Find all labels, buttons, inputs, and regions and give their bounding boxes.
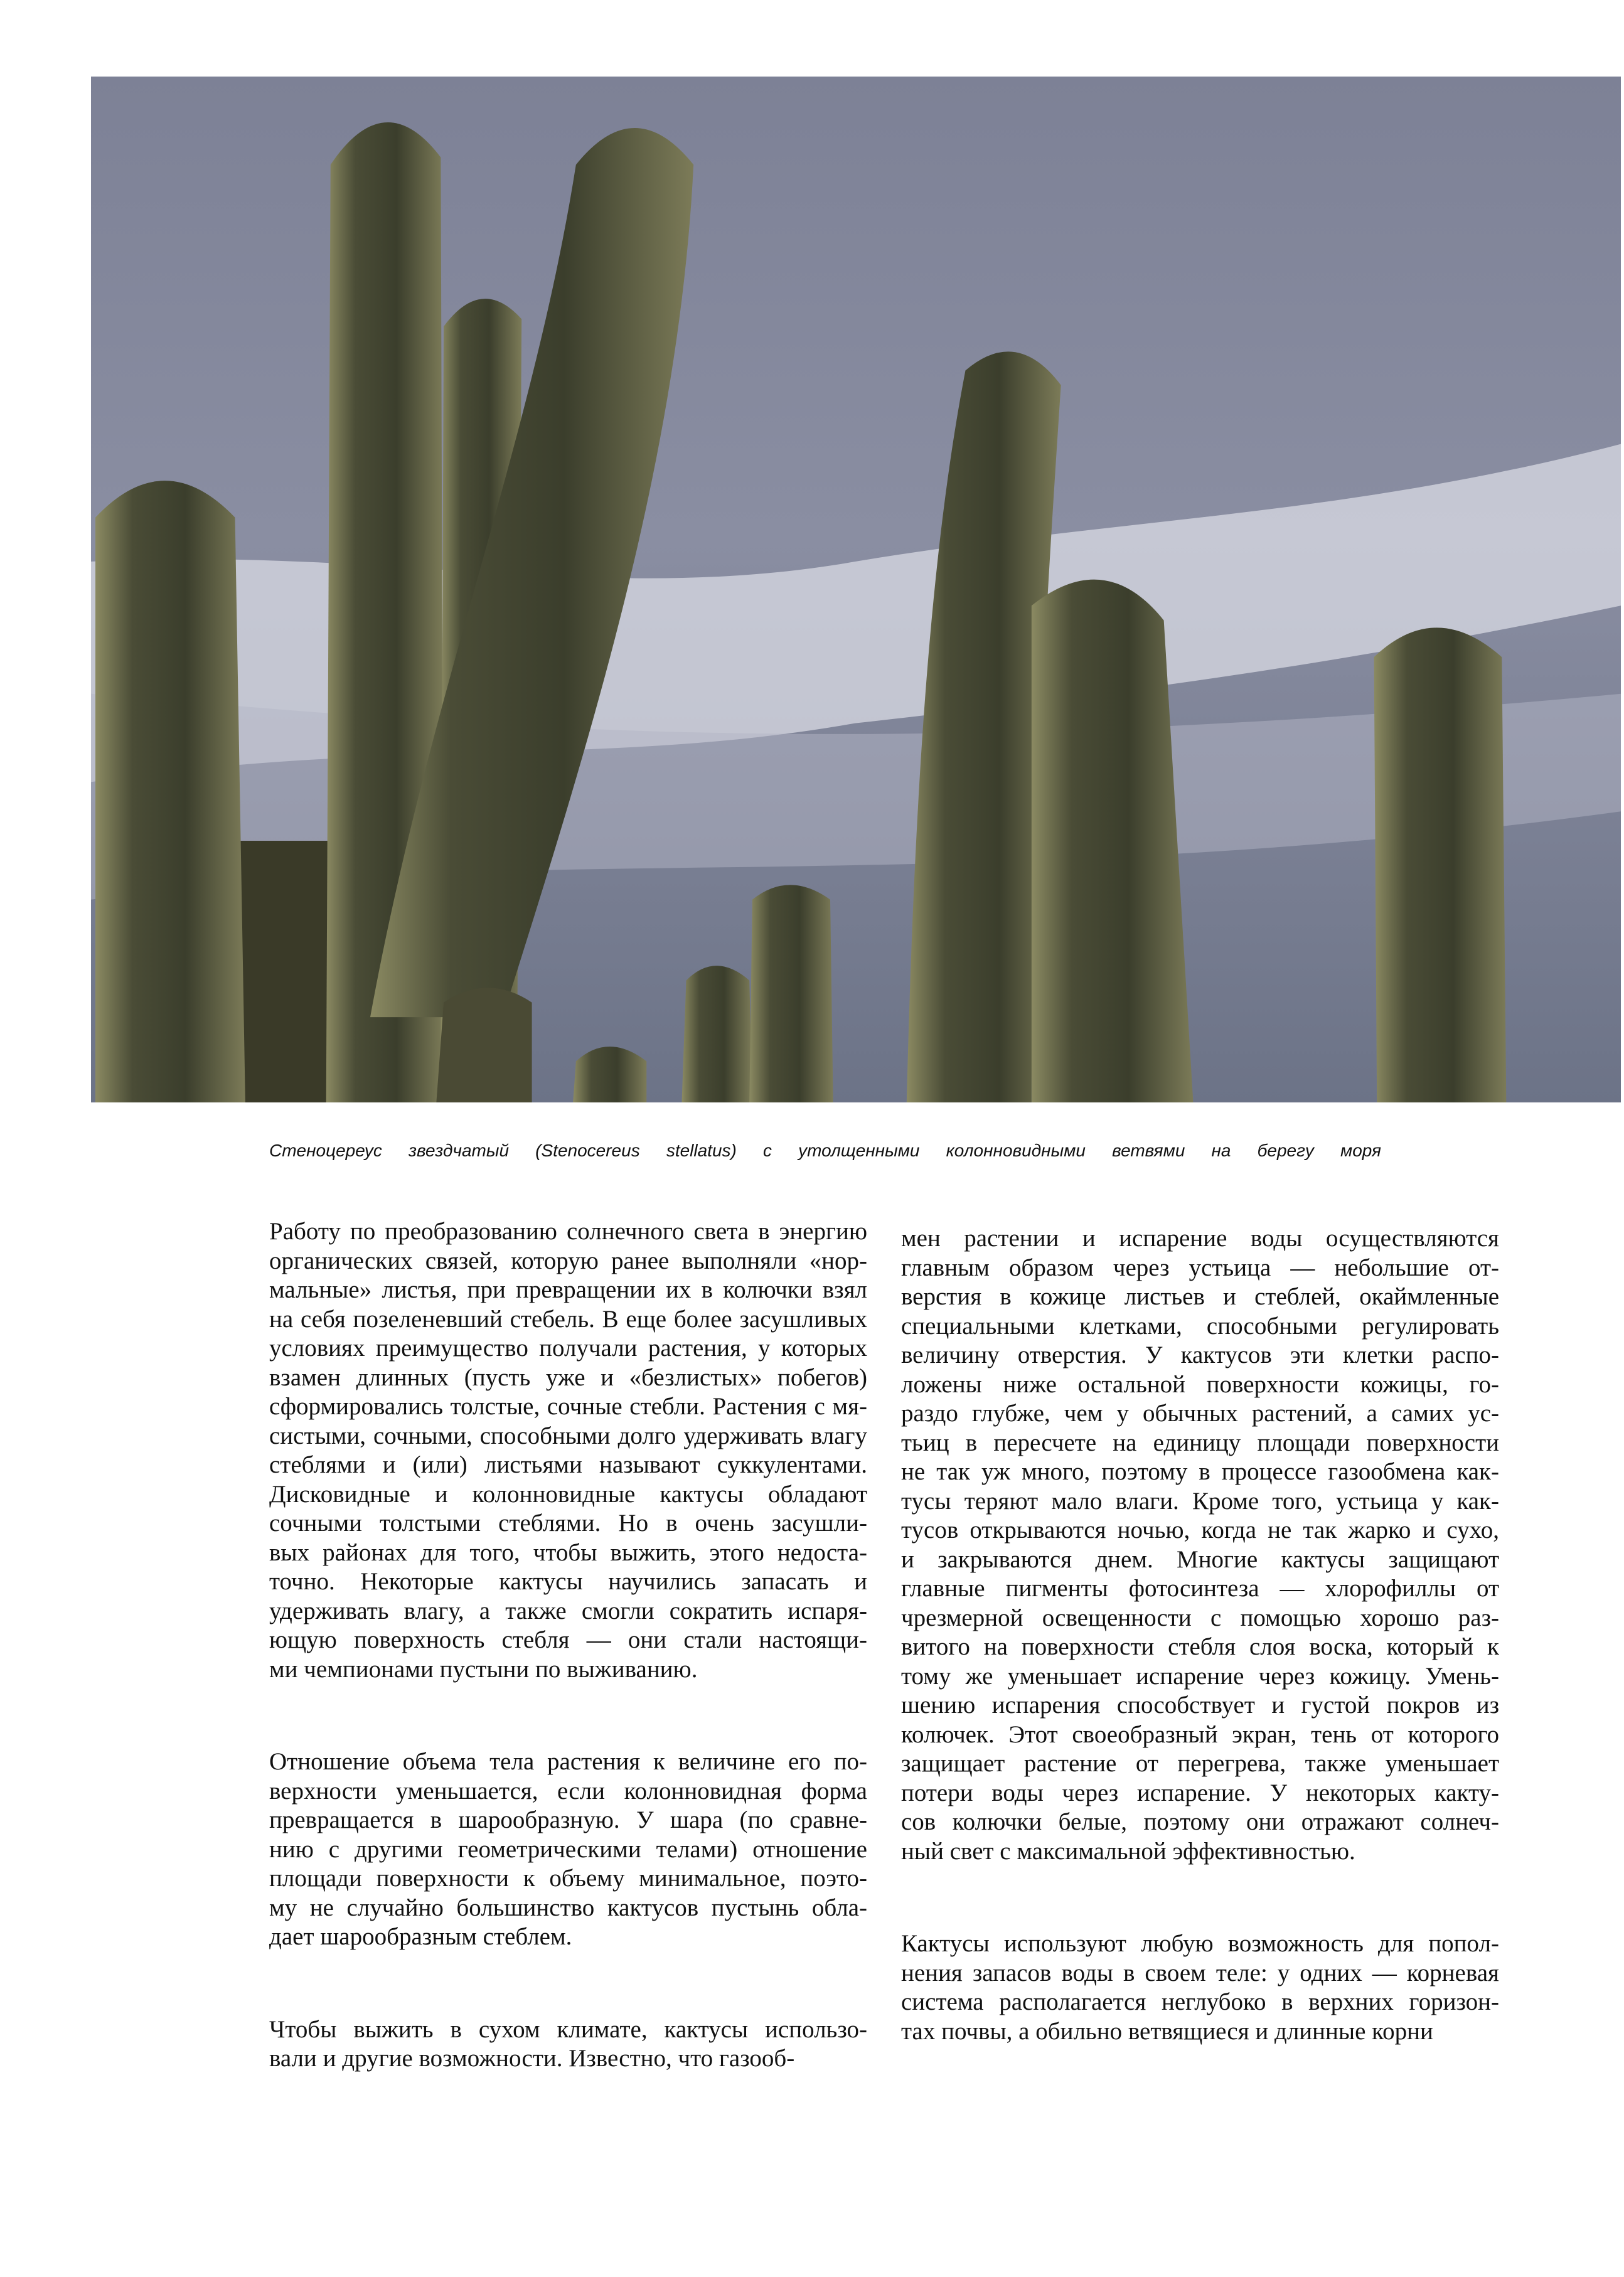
text-line: тому же уменьшает испарение через кожицу. Умень- <box>901 1662 1499 1690</box>
text-line: Чтобы выжить в сухом климате, кактусы использо- <box>269 2015 867 2043</box>
paragraph-gap <box>269 1684 867 1747</box>
cactus-small <box>681 966 752 1102</box>
text-line: вых районах для того, чтобы выжить, этого недоста- <box>269 1538 867 1566</box>
text-line: витого на поверхности стебля слоя воска, который к <box>901 1633 1499 1660</box>
text-line: верхности уменьшается, если колонновидная форма <box>269 1777 867 1805</box>
cactus-photo-illustration <box>91 77 1621 1102</box>
text-line: раздо глубже, чем у обычных растений, а самих ус- <box>901 1400 1499 1427</box>
text-line: главные пигменты фотосинтеза — хлорофиллы от <box>901 1575 1499 1602</box>
cactus-small <box>573 1047 646 1102</box>
text-line: вали и другие возможности. Известно, что газооб- <box>269 2045 795 2072</box>
cactus-small <box>749 885 833 1102</box>
text-line: условиях преимущество получали растения, у которых <box>269 1335 867 1362</box>
text-line: сов колючки белые, поэтому они отражают солнеч- <box>901 1808 1499 1835</box>
text-line: ющую поверхность стебля — они стали настоящи- <box>269 1626 867 1653</box>
paragraph-gap <box>269 1952 867 2015</box>
text-line: тусов открываются ночью, когда не так жарко и сухо, <box>901 1517 1499 1544</box>
text-line: площади поверхности к объему минимальное, поэто- <box>269 1865 867 1892</box>
text-line: тусы теряют мало влаги. Кроме того, устьица у как- <box>901 1487 1499 1515</box>
text-line: специальными клетками, способными регулировать <box>901 1312 1499 1340</box>
paragraph <box>901 1929 1499 2046</box>
text-line: Дисковидные и колонновидные кактусы обладают <box>269 1480 867 1508</box>
text-column-right <box>901 1224 1499 2046</box>
paragraph <box>901 1224 1499 1866</box>
text-line: взамен длинных (пусть уже и «безлистых» побегов) <box>269 1363 867 1391</box>
text-line: му не случайно большинство кактусов пустынь обла- <box>269 1894 867 1921</box>
text-line: систыми, сочными, способными долго удерживать влагу <box>269 1422 867 1449</box>
text-line: превращается в шарообразную. У шара (по сравне- <box>269 1806 867 1833</box>
text-column-left <box>269 1217 867 2074</box>
text-line: колючек. Этот своеобразный экран, тень от которого <box>901 1720 1499 1748</box>
text-line: ный свет с максимальной эффективностью. <box>901 1837 1355 1865</box>
paragraph-gap <box>901 1866 1499 1929</box>
text-line: не так уж много, поэтому в процессе газообмена как- <box>901 1458 1499 1485</box>
text-line: точно. Некоторые кактусы научились запасать и <box>269 1568 867 1595</box>
text-line: главным образом через устьица — небольшие от- <box>901 1254 1499 1281</box>
paragraph <box>269 2015 867 2074</box>
paragraph <box>269 1747 867 1952</box>
text-line: ми чемпионами пустыни по выживанию. <box>269 1655 698 1683</box>
text-line: защищает растение от перегрева, также уменьшает <box>901 1750 1499 1777</box>
text-line: потери воды через испарение. У некоторых какту- <box>901 1779 1499 1806</box>
text-line: и закрываются днем. Многие кактусы защищают <box>901 1545 1499 1573</box>
text-line: верстия в кожице листьев и стеблей, окаймленные <box>901 1283 1499 1310</box>
text-line: Работу по преобразованию солнечного света в энергию <box>269 1218 867 1245</box>
cactus-column <box>1374 627 1507 1102</box>
cactus-photo <box>91 77 1621 1102</box>
text-line: мальные» листья, при превращении их в колючки взял <box>269 1276 867 1303</box>
text-line: стеблями и (или) листьями называют суккулентами. <box>269 1451 867 1478</box>
text-line: чрезмерной освещенности с помощью хорошо раз- <box>901 1604 1499 1631</box>
text-line: нию с другими геометрическими телами) отношение <box>269 1835 867 1863</box>
text-line: величину отверстия. У кактусов эти клетки распо- <box>901 1341 1499 1368</box>
text-line: мен растении и испарение воды осуществляются <box>901 1225 1499 1252</box>
paragraph <box>269 1217 867 1684</box>
text-line: удерживать влагу, а также смогли сократить испаря- <box>269 1597 867 1624</box>
text-line: шению испарения способствует и густой покров из <box>901 1692 1499 1719</box>
text-line: органических связей, которую ранее выполняли «нор- <box>269 1247 867 1274</box>
text-line: тьиц в пересчете на единицу площади поверхности <box>901 1429 1499 1456</box>
text-line: сформировались толстые, сочные стебли. Растения с мя- <box>269 1393 867 1420</box>
text-line: нения запасов воды в своем теле: у одних — корневая <box>901 1959 1499 1986</box>
text-line: сочными толстыми стеблями. Но в очень засушли- <box>269 1510 867 1537</box>
text-line: на себя позеленевший стебель. В еще более засушливых <box>269 1305 867 1333</box>
text-line: дает шарообразным стеблем. <box>269 1923 572 1950</box>
cactus-column <box>95 481 245 1102</box>
text-line: Отношение объема тела растения к величине его по- <box>269 1748 867 1775</box>
text-line: Кактусы используют любую возможность для попол- <box>901 1930 1499 1957</box>
cactus-column <box>436 988 532 1102</box>
text-line: система располагается неглубоко в верхних горизон- <box>901 1988 1499 2015</box>
text-line: ложены ниже остальной поверхности кожицы, го- <box>901 1370 1499 1398</box>
text-line: тах почвы, а обильно ветвящиеся и длинные корни <box>901 2017 1433 2045</box>
figure-caption: Стеноцереус звездчатый (Stenocereus stellatus) с утолщенными колонновидными ветвями на берегу моря <box>269 1141 1381 1160</box>
